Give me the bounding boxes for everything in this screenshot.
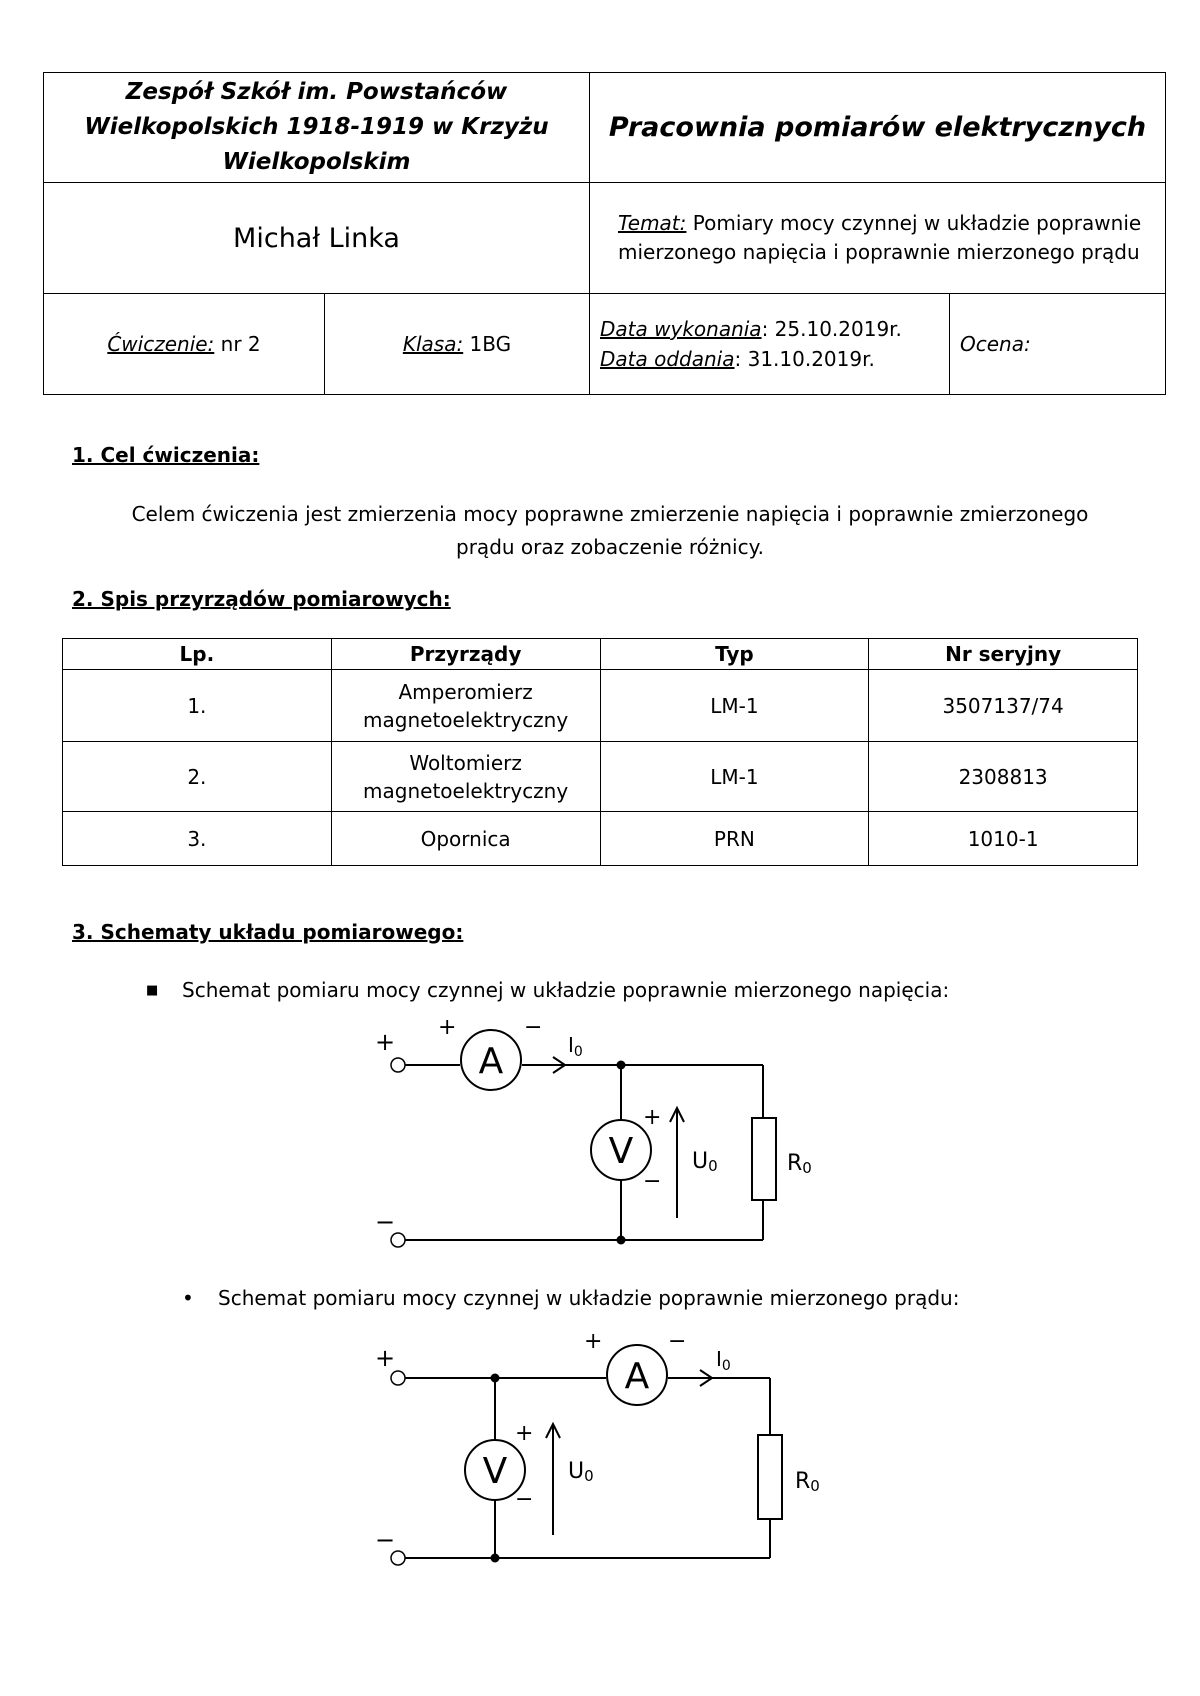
instruments-table <box>62 638 1138 866</box>
ammeter-minus-label: − <box>668 1329 687 1354</box>
school-name: Zespół Szkół im. Powstańców Wielkopolskich 1918-1919 w Krzyżu Wielkopolskim <box>44 73 590 183</box>
current-label: $I_0$ <box>568 1033 583 1060</box>
dates-cell <box>590 294 950 395</box>
topic-text: Pomiary mocy czynnej w układzie poprawnie mierzonego napięcia i poprawnie mierzonego prądu <box>618 211 1142 264</box>
voltmeter-symbol: V <box>482 1451 508 1492</box>
circuit-diagram-voltage <box>360 1005 820 1255</box>
cell-serial: 3507137/74 <box>869 670 1138 742</box>
class-label: Klasa: <box>402 332 464 356</box>
cell-type: LM-1 <box>600 742 869 812</box>
cell-type: LM-1 <box>600 670 869 742</box>
voltage-label: U0 <box>692 1149 718 1175</box>
header-table <box>43 72 1166 395</box>
input-minus-label: − <box>375 1208 396 1236</box>
grade-cell <box>950 294 1166 395</box>
cell-lp: 1. <box>63 670 332 742</box>
ammeter-minus-label: − <box>524 1015 543 1040</box>
instrument-name: Woltomierz magnetoelektryczny <box>363 750 569 803</box>
section-1-title: 1. Cel ćwiczenia: <box>72 443 260 467</box>
voltmeter-minus-label: − <box>643 1169 662 1194</box>
bullet-item-2 <box>182 1286 959 1310</box>
ammeter-plus-label: + <box>584 1329 603 1354</box>
table-row <box>63 742 1138 812</box>
column-header: Nr seryjny <box>869 639 1138 670</box>
section-2-title: 2. Spis przyrządów pomiarowych: <box>72 587 451 611</box>
voltage-label: U0 <box>568 1459 594 1485</box>
exercise-label: Ćwiczenie: <box>107 332 215 356</box>
column-header: Typ <box>600 639 869 670</box>
square-bullet-icon: ■ <box>146 983 159 998</box>
cell-lp: 2. <box>63 742 332 812</box>
round-bullet-icon: • <box>182 1286 194 1310</box>
table-row <box>63 670 1138 742</box>
bullet-2-text: Schemat pomiaru mocy czynnej w układzie poprawnie mierzonego prądu: <box>218 1286 960 1310</box>
table-row <box>63 812 1138 866</box>
junction-icon <box>491 1554 500 1563</box>
junction-icon <box>491 1374 500 1383</box>
class-value: 1BG <box>463 332 512 356</box>
circuit-diagram-current <box>360 1320 830 1575</box>
bullet-item-1 <box>146 978 949 1002</box>
ammeter-plus-label: + <box>438 1015 457 1040</box>
input-plus-label: + <box>375 1028 396 1056</box>
voltmeter-minus-label: − <box>515 1487 534 1512</box>
terminal-icon <box>391 1058 405 1072</box>
cell-instrument <box>331 742 600 812</box>
student-name: Michał Linka <box>44 183 590 294</box>
circuit-wires <box>403 1370 770 1558</box>
topic-cell <box>590 183 1166 294</box>
cell-lp: 3. <box>63 812 332 866</box>
resistor-icon <box>758 1435 782 1519</box>
date-done <box>600 314 943 344</box>
ammeter-symbol: A <box>624 1356 650 1397</box>
date-handed <box>600 344 943 374</box>
cell-type: PRN <box>600 812 869 866</box>
resistance-label: R0 <box>787 1151 812 1177</box>
resistance-label: R0 <box>795 1469 820 1495</box>
column-header: Przyrządy <box>331 639 600 670</box>
voltmeter-plus-label: + <box>643 1105 662 1130</box>
column-header: Lp. <box>63 639 332 670</box>
cell-instrument <box>331 670 600 742</box>
cell-serial: 1010-1 <box>869 812 1138 866</box>
exercise-cell <box>44 294 325 395</box>
goal-text: Celem ćwiczenia jest zmierzenia mocy poprawne zmierzenie napięcia i poprawnie zmierzonego prądu oraz zobaczenie różnicy. <box>131 502 1089 559</box>
exercise-value: nr 2 <box>214 332 261 356</box>
ammeter-symbol: A <box>478 1041 504 1082</box>
junction-icon <box>617 1061 626 1070</box>
terminal-icon <box>391 1371 405 1385</box>
date-handed-value: : 31.10.2019r. <box>734 347 875 371</box>
voltmeter-symbol: V <box>608 1131 634 1172</box>
input-minus-label: − <box>375 1526 396 1554</box>
circuit-wires <box>403 1057 763 1240</box>
grade-label: Ocena: <box>960 332 1031 356</box>
instrument-name: Amperomierz magnetoelektryczny <box>363 679 569 732</box>
current-label: $I_0$ <box>716 1347 731 1374</box>
class-cell <box>325 294 590 395</box>
bullet-1-text: Schemat pomiaru mocy czynnej w układzie poprawnie mierzonego napięcia: <box>182 978 950 1002</box>
cell-serial: 2308813 <box>869 742 1138 812</box>
lab-name: Pracownia pomiarów elektrycznych <box>590 73 1166 183</box>
junction-icon <box>617 1236 626 1245</box>
date-done-label: Data wykonania <box>600 317 762 341</box>
cell-instrument: Opornica <box>331 812 600 866</box>
section-3-title: 3. Schematy układu pomiarowego: <box>72 920 464 944</box>
table-header-row <box>63 639 1138 670</box>
resistor-icon <box>752 1118 776 1200</box>
voltmeter-plus-label: + <box>515 1421 534 1446</box>
date-handed-label: Data oddania <box>600 347 735 371</box>
topic-label: Temat: <box>618 211 687 235</box>
input-plus-label: + <box>375 1344 396 1372</box>
date-done-value: : 25.10.2019r. <box>761 317 902 341</box>
